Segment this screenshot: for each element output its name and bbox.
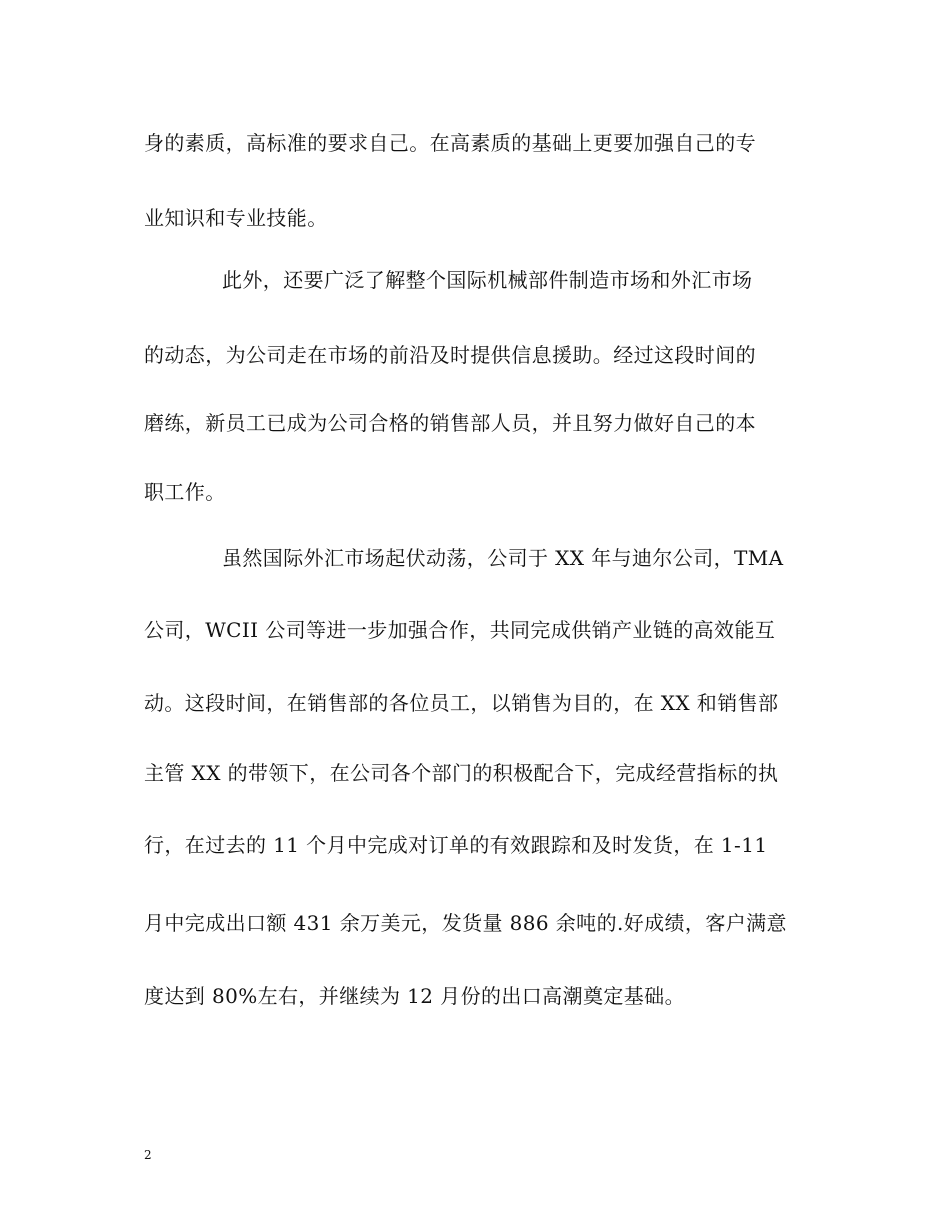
text-line: 职工作。	[144, 480, 226, 504]
text-line: 主管 XX 的带领下，在公司各个部门的积极配合下，完成经营指标的执	[144, 761, 779, 785]
paragraph-start-line: 虽然国际外汇市场起伏动荡，公司于 XX 年与迪尔公司，TMA	[222, 546, 784, 570]
text-line: 动。这段时间，在销售部的各位员工，以销售为目的，在 XX 和销售部	[144, 691, 779, 715]
text-line: 身的素质，高标准的要求自己。在高素质的基础上更要加强自己的专	[144, 131, 756, 155]
text-line: 业知识和专业技能。	[144, 206, 328, 230]
text-line: 行，在过去的 11 个月中完成对订单的有效跟踪和及时发货，在 1-11	[144, 833, 768, 857]
text-line: 公司，WCII 公司等进一步加强合作，共同完成供销产业链的高效能互	[144, 618, 776, 642]
text-line: 月中完成出口额 431 余万美元，发货量 886 余吨的.好成绩，客户满意	[144, 911, 787, 935]
text-line: 的动态，为公司走在市场的前沿及时提供信息援助。经过这段时间的	[144, 343, 756, 367]
page-number: 2	[144, 1148, 152, 1162]
paragraph-start-line: 此外，还要广泛了解整个国际机械部件制造市场和外汇市场	[222, 268, 753, 292]
text-line: 度达到 80%左右，并继续为 12 月份的出口高潮奠定基础。	[144, 984, 685, 1008]
text-line: 磨练，新员工已成为公司合格的销售部人员，并且努力做好自己的本	[144, 411, 756, 435]
